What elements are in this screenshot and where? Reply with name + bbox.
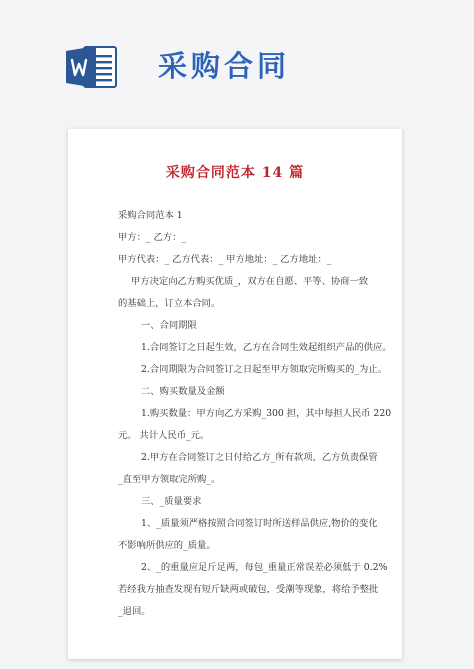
paragraph-line: 1、_质量须严格按照合同签订时所送样品供应,物价的变化 [141,518,378,529]
paragraph-line: 2、_的重量应足斤足两，每包_重量正常误差必须低于 0.2% [141,562,388,573]
word-icon [66,44,118,90]
contract-subtitle: 采购合同范本 1 [118,210,183,221]
paragraph-line: _直至甲方领取完所购_。 [118,474,221,485]
header-title: 采购合同 [158,49,291,83]
paragraph-line: 的基础上，订立本合同。 [118,298,221,309]
section-heading: 一、合同期限 [141,320,197,331]
document-page [68,129,402,659]
paragraph-line: 甲方决定向乙方购买优质_，双方在自愿、平等、协商一致 [131,276,369,287]
paragraph-line: 不影响所供应的_质量。 [118,540,216,551]
document-title: 采购合同范本 14 篇 [165,165,305,181]
section-heading: 三、_质量要求 [141,496,202,507]
section-heading: 二、购买数量及金额 [141,386,225,397]
paragraph-line: 元。 共计人民币_元。 [118,430,210,441]
paragraph-line: 1.合同签订之日起生效，乙方在合同生效起组织产品的供应。 [141,342,392,353]
paragraph-line: 2.甲方在合同签订之日付给乙方_所有款项，乙方负责保管 [141,452,378,463]
representative-line: 甲方代表：_ 乙方代表：_ 甲方地址：_ 乙方地址：_ [118,254,332,265]
paragraph-line: 若经我方抽查发现有短斤缺两或破包，受潮等现象，将给予整批 [118,584,379,595]
header-banner [0,0,474,112]
party-line: 甲方：_ 乙方：_ [118,232,187,243]
paragraph-line: _退回。 [118,606,151,617]
paragraph-line: 2.合同期限为合同签订之日起至甲方领取完所购买的_为止。 [141,364,387,375]
paragraph-line: 1.购买数量：甲方向乙方采购_300 担，其中每担人民币 220 [141,408,392,419]
